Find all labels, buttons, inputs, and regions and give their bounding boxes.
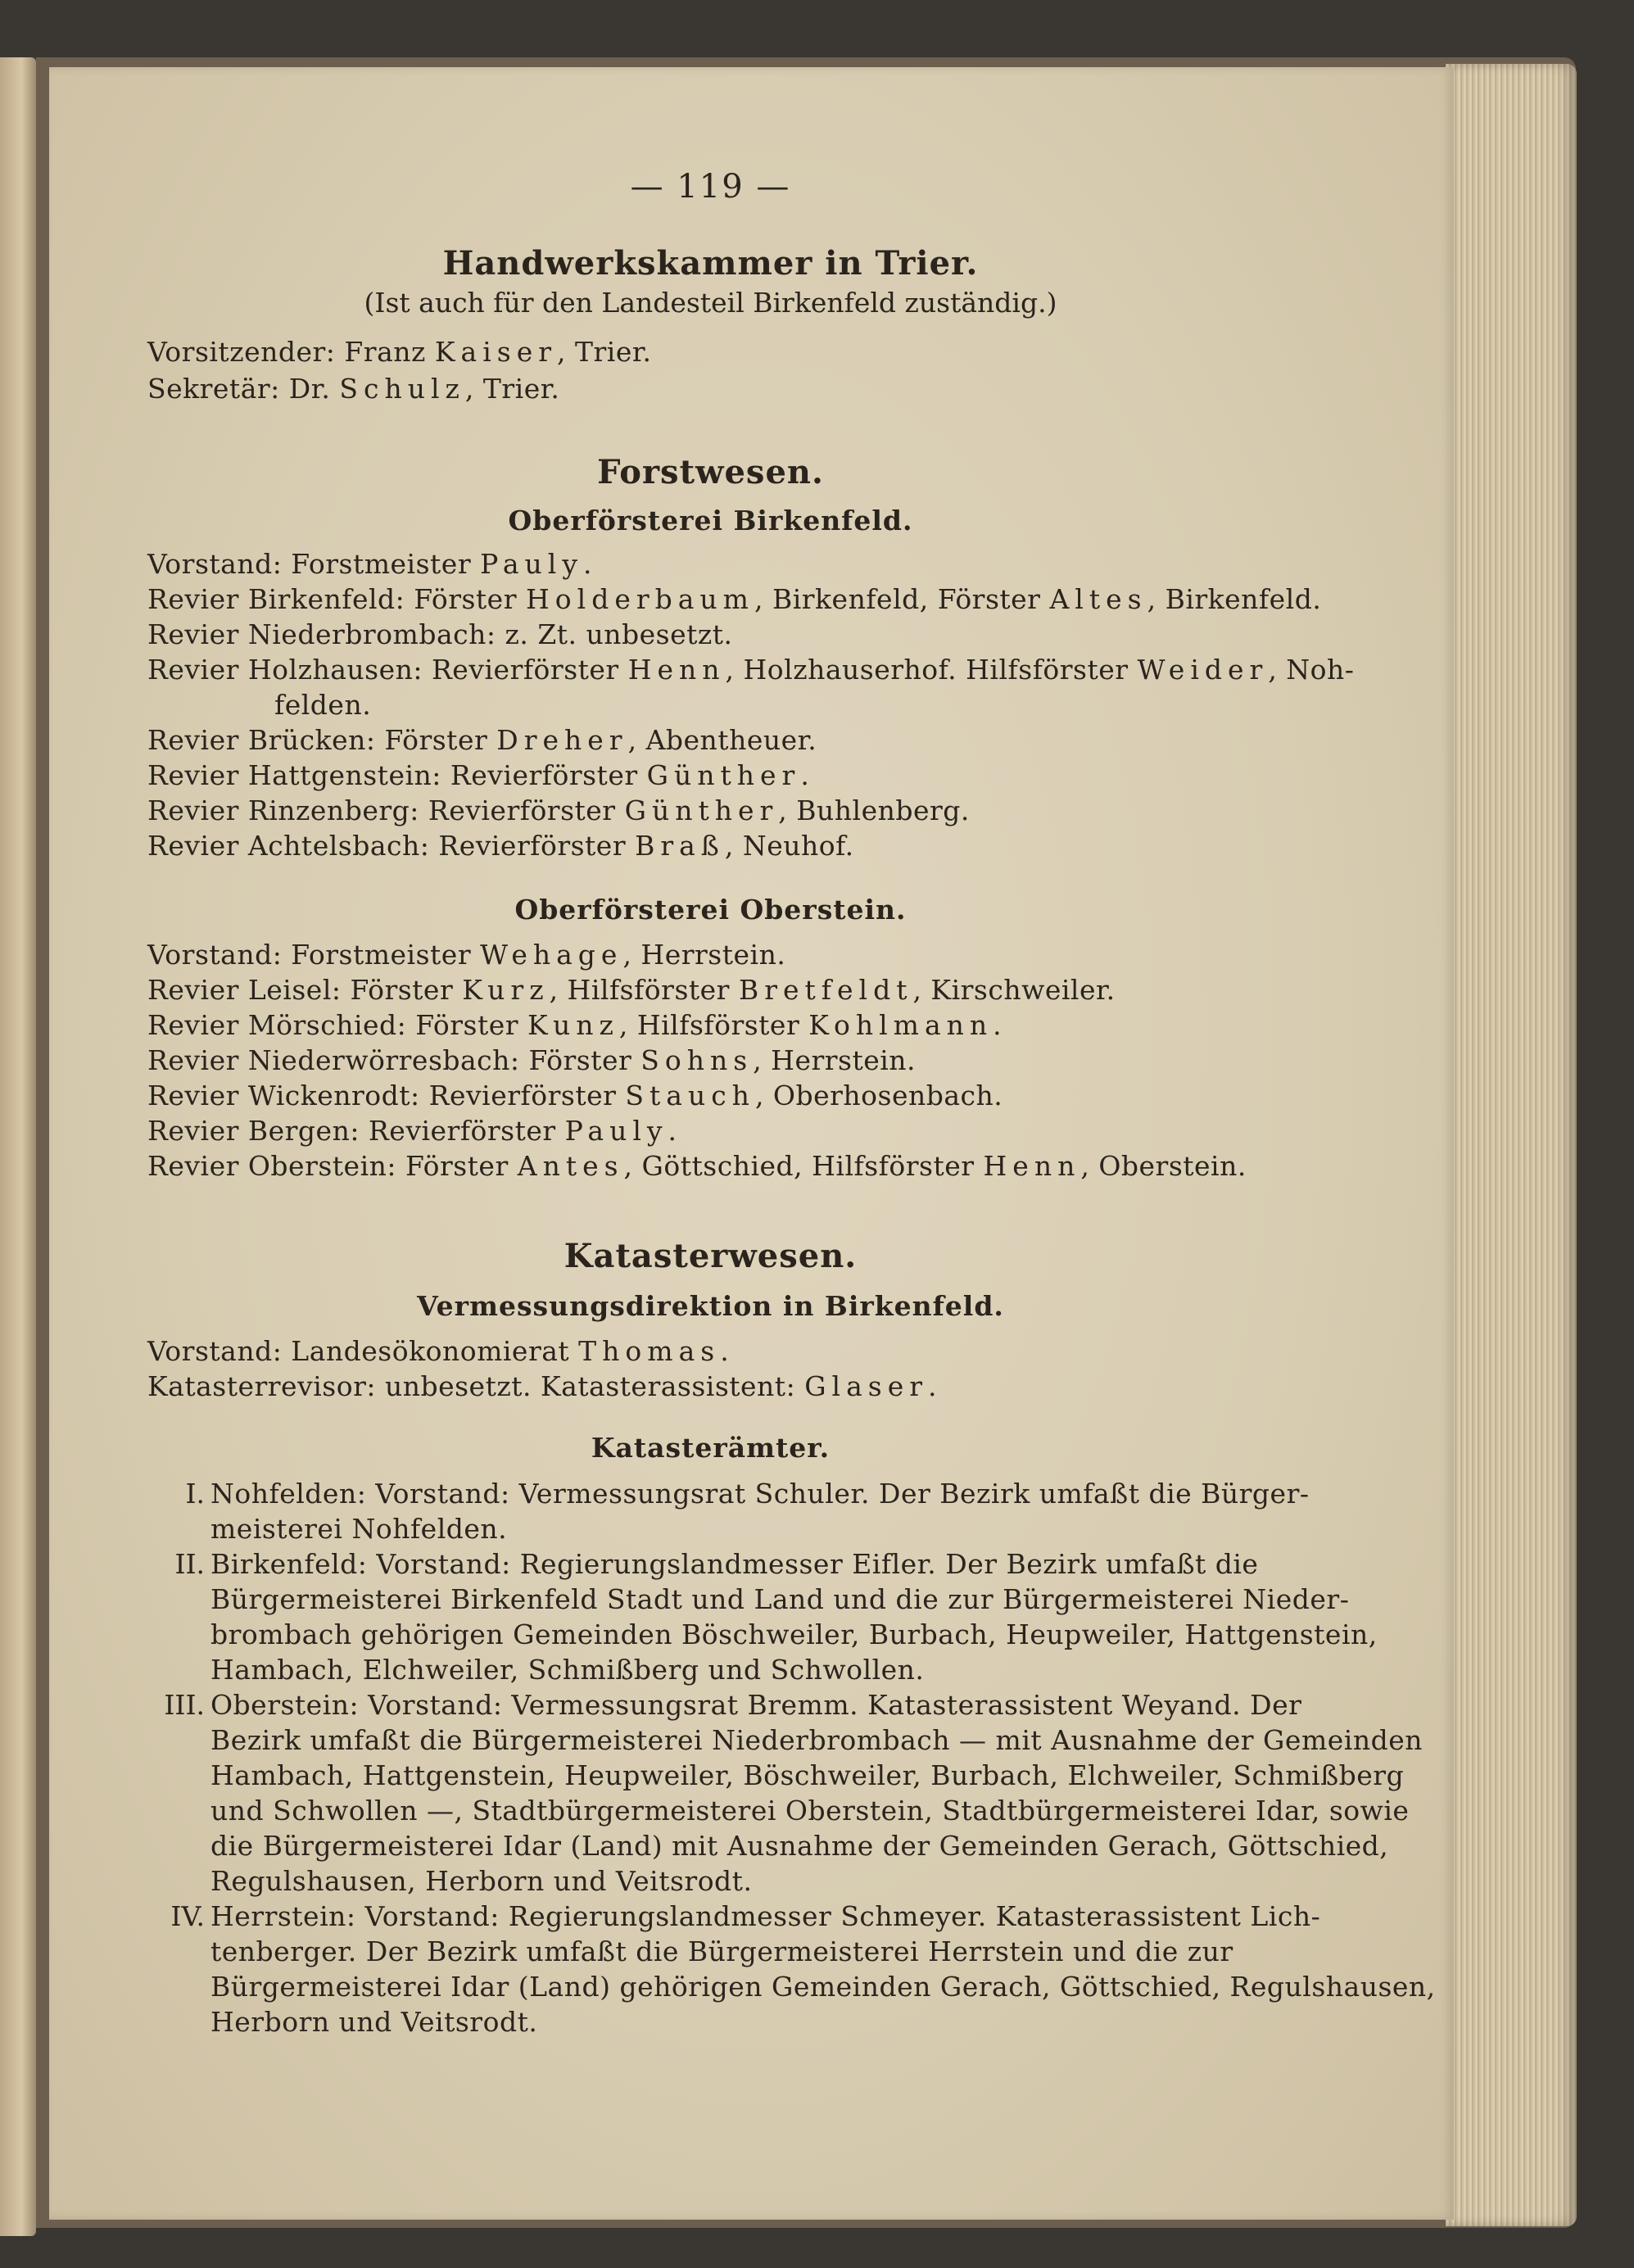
section-title-katasterwesen: Katasterwesen. [564, 1237, 858, 1275]
entry-line: Revier Rinzenberg: Revierförster Günther, Buhlenberg. [147, 794, 970, 826]
item-line: und Schwollen —, Stadtbürgermeisterei Oberstein, Stadtbürgermeisterei Idar, sowie [210, 1795, 1410, 1827]
item-line: Bürgermeisterei Birkenfeld Stadt und Land und die zur Bürgermeisterei Nieder- [210, 1583, 1350, 1615]
item-line: Regulshausen, Herborn und Veitsrodt. [210, 1865, 753, 1897]
section-title-handwerkskammer: Handwerkskammer in Trier. [442, 244, 979, 283]
subsection-title-katasteraemter: Katasterämter. [591, 1432, 831, 1464]
entry-line: Revier Brücken: Förster Dreher, Abentheuer. [147, 724, 817, 756]
item-line: Herrstein: Vorstand: Regierungslandmesser Schmeyer. Katasterassistent Lich- [210, 1900, 1321, 1932]
entry-continuation: felden. [274, 689, 372, 721]
entry-line: Revier Bergen: Revierförster Pauly. [147, 1115, 677, 1147]
entry-line: Revier Niederbrombach: z. Zt. unbesetzt. [147, 618, 733, 650]
subsection-title-oberstein: Oberförsterei Oberstein. [514, 894, 907, 926]
item-line: Bürgermeisterei Idar (Land) gehörigen Gemeinden Gerach, Göttschied, Regulshausen, [210, 1971, 1436, 2003]
entry-line: Revier Wickenrodt: Revierförster Stauch, Oberhosenbach. [147, 1080, 1003, 1111]
subsection-title-vermessungsdirektion: Vermessungsdirektion in Birkenfeld. [417, 1290, 1004, 1322]
item-number: IV. [170, 1900, 205, 1932]
entry-line: Revier Hattgenstein: Revierförster Günther. [147, 759, 810, 791]
entry-line: Revier Holzhausen: Revierförster Henn, Holzhauserhof. Hilfsförster Weider, Noh- [147, 654, 1355, 686]
item-number: III. [164, 1689, 205, 1721]
entry-line: Revier Oberstein: Förster Antes, Göttschied, Hilfsförster Henn, Oberstein. [147, 1150, 1247, 1182]
item-line: Oberstein: Vorstand: Vermessungsrat Bremm. Katasterassistent Weyand. Der [210, 1689, 1302, 1721]
item-line: Bezirk umfaßt die Bürgermeisterei Niederbrombach — mit Ausnahme der Gemeinden [210, 1724, 1423, 1756]
entry-line: Vorstand: Forstmeister Pauly. [147, 548, 592, 580]
item-number: I. [185, 1478, 205, 1510]
entry-line: Revier Niederwörresbach: Förster Sohns, Herrstein. [147, 1044, 917, 1076]
item-line: die Bürgermeisterei Idar (Land) mit Ausnahme der Gemeinden Gerach, Göttschied, [210, 1830, 1389, 1862]
item-line: Nohfelden: Vorstand: Vermessungsrat Schuler. Der Bezirk umfaßt die Bürger- [210, 1478, 1310, 1510]
entry-line: Sekretär: Dr. Schulz, Trier. [147, 373, 560, 405]
item-line: brombach gehörigen Gemeinden Böschweiler, Burbach, Heupweiler, Hattgenstein, [210, 1618, 1378, 1650]
subsection-title-birkenfeld: Oberförsterei Birkenfeld. [508, 505, 913, 536]
item-number: II. [174, 1548, 205, 1580]
handwerkskammer-note: (Ist auch für den Landesteil Birkenfeld zuständig.) [364, 287, 1057, 319]
entry-line: Katasterrevisor: unbesetzt. Katasterassistent: Glaser. [147, 1370, 938, 1402]
item-line: tenberger. Der Bezirk umfaßt die Bürgermeisterei Herrstein und die zur [210, 1935, 1233, 1967]
entry-line: Vorstand: Landesökonomierat Thomas. [147, 1335, 730, 1367]
entry-line: Revier Leisel: Förster Kurz, Hilfsförster Bretfeldt, Kirschweiler. [147, 974, 1116, 1006]
item-line: meisterei Nohfelden. [210, 1513, 508, 1545]
page-number: — 119 — [630, 168, 791, 206]
entry-line: Revier Achtelsbach: Revierförster Braß, Neuhof. [147, 830, 854, 862]
entry-line: Vorsitzender: Franz Kaiser, Trier. [147, 336, 652, 368]
item-line: Herborn und Veitsrodt. [210, 2006, 538, 2038]
entry-line: Revier Birkenfeld: Förster Holderbaum, Birkenfeld, Förster Altes, Birkenfeld. [147, 583, 1322, 615]
section-title-forstwesen: Forstwesen. [597, 453, 824, 491]
entry-line: Revier Mörschied: Förster Kunz, Hilfsförster Kohlmann. [147, 1009, 1003, 1041]
item-line: Hambach, Hattgenstein, Heupweiler, Böschweiler, Burbach, Elchweiler, Schmißberg [210, 1759, 1405, 1791]
entry-line: Vorstand: Forstmeister Wehage, Herrstein. [147, 939, 786, 971]
item-line: Hambach, Elchweiler, Schmißberg und Schwollen. [210, 1654, 925, 1686]
item-line: Birkenfeld: Vorstand: Regierungslandmesser Eifler. Der Bezirk umfaßt die [210, 1548, 1259, 1580]
